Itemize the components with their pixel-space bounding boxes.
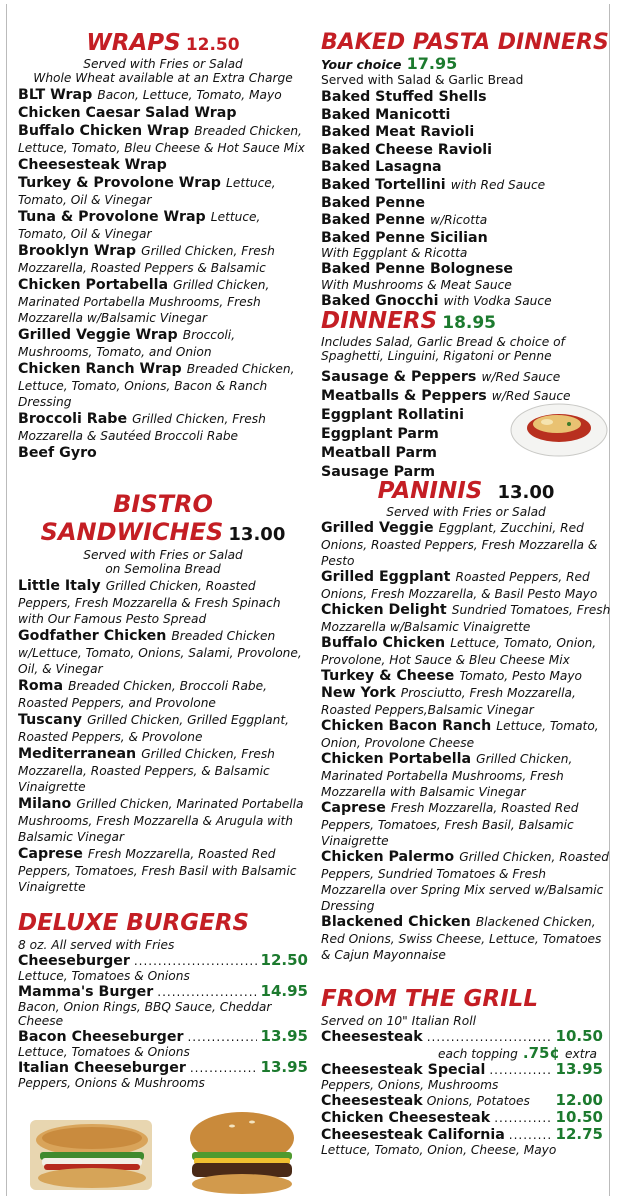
- grill-special-desc: Peppers, Onions, Mushrooms: [321, 1078, 499, 1092]
- menu-item: [321, 141, 611, 159]
- item-name: Little Italy: [18, 578, 101, 594]
- wraps-list: [18, 86, 308, 461]
- grill-special-name: Cheesesteak Special: [321, 1062, 486, 1078]
- topping-suffix: extra: [565, 1047, 597, 1061]
- burger-desc: Peppers, Onions & Mushrooms: [18, 1076, 205, 1090]
- grill-dots: [494, 1110, 551, 1126]
- item-name: Chicken Bacon Ranch: [321, 718, 492, 734]
- pasta-list: [321, 88, 611, 310]
- menu-item: [18, 104, 308, 121]
- item-name: Mediterranean: [18, 746, 137, 762]
- item-desc: Bacon, Lettuce, Tomato, Mayo: [97, 88, 282, 102]
- menu-item: [321, 123, 611, 141]
- menu-item: [321, 88, 611, 106]
- item-name: Baked Tortellini: [321, 176, 446, 193]
- menu-item: [321, 799, 611, 848]
- item-name: Tuna & Provolone Wrap: [18, 209, 206, 225]
- menu-item: [18, 122, 308, 155]
- grill-cheesesteak-name: Cheesesteak: [321, 1029, 423, 1045]
- menu-item: [18, 360, 308, 409]
- item-inline: w/Ricotta: [430, 213, 488, 228]
- item-desc: Roasted Peppers, Red Onions, Fresh Mozzarella, & Basil Pesto Mayo: [321, 570, 598, 601]
- dinners-title: DINNERS: [321, 308, 438, 334]
- bistro-list: [18, 577, 308, 894]
- item-desc: With Eggplant & Ricotta: [321, 246, 468, 261]
- item-inline: w/Red Sauce: [491, 389, 571, 403]
- menu-item: [18, 711, 308, 744]
- bistro-section: [18, 492, 308, 894]
- item-name: Buffalo Chicken: [321, 635, 446, 651]
- item-name: Chicken Ranch Wrap: [18, 361, 182, 377]
- item-name: Chicken Delight: [321, 602, 447, 618]
- burgers-section: [18, 912, 308, 1090]
- item-desc: Lettuce, Tomato, Onion, Provolone, Hot Sauce & Bleu Cheese Mix: [321, 636, 597, 667]
- item-name: New York: [321, 685, 396, 701]
- item-name: Baked Cheese Ravioli: [321, 141, 493, 158]
- menu-item: [18, 326, 308, 359]
- item-desc: Grilled Chicken, Roasted Peppers, Sundried Tomatoes & Fresh Mozzarella over Spring Mix served w/Balsamic Dressing: [321, 850, 610, 913]
- grill-chicken-name: Chicken Cheesesteak: [321, 1110, 491, 1126]
- item-desc: Lettuce, Tomato, Onion, Provolone Cheese: [321, 719, 599, 750]
- pasta-title: BAKED PASTA DINNERS: [321, 30, 609, 55]
- bistro-title2: SANDWICHES: [40, 518, 224, 546]
- grill-chicken-price: 10.50: [555, 1108, 603, 1126]
- dot-leader: [157, 984, 256, 1000]
- grill-onions-name: Cheesesteak: [321, 1093, 423, 1109]
- item-name: Grilled Veggie: [321, 520, 434, 536]
- item-inline: w/Red Sauce: [481, 370, 561, 384]
- grill-chicken: [321, 1109, 603, 1126]
- item-name: Broccoli Rabe: [18, 411, 128, 427]
- item-name: BLT Wrap: [18, 87, 93, 103]
- item-name: Turkey & Provolone Wrap: [18, 175, 221, 191]
- menu-item: [18, 86, 308, 103]
- item-name: Chicken Caesar Salad Wrap: [18, 105, 237, 121]
- burger-item: [18, 983, 308, 1000]
- grill-california-price: 12.75: [555, 1125, 603, 1143]
- menu-item: [18, 174, 308, 207]
- bistro-title1: BISTRO: [113, 490, 213, 518]
- item-desc: Sundried Tomatoes, Fresh Mozzarella w/Balsamic Vinaigrette: [321, 603, 611, 634]
- menu-item: [321, 568, 611, 601]
- item-desc: Grilled Chicken, Marinated Portabella Mushrooms, Fresh Mozzarella w/Balsamic Vinegar: [18, 278, 270, 325]
- item-desc: Breaded Chicken, Lettuce, Tomato, Bleu Cheese & Hot Sauce Mix: [18, 124, 305, 155]
- menu-item: [18, 156, 308, 173]
- item-name: Godfather Chicken: [18, 628, 167, 644]
- menu-item: [321, 601, 611, 634]
- item-desc: Tomato, Pesto Mayo: [459, 669, 582, 683]
- menu-item: [321, 194, 611, 212]
- item-desc: Lettuce, Tomato, Oil & Vinegar: [18, 176, 276, 207]
- menu-item: [321, 260, 611, 278]
- pasta-sub: Served with Salad & Garlic Bread: [321, 73, 524, 87]
- item-desc: Grilled Chicken, Marinated Portabella Mushrooms, Fresh Mozzarella & Arugula with Balsamic Vinegar: [18, 797, 304, 844]
- bistro-sub1: Served with Fries or Salad: [83, 548, 243, 562]
- item-name: Chicken Palermo: [321, 849, 455, 865]
- item-name: Baked Lasagna: [321, 159, 442, 176]
- wraps-price: 12.50: [185, 35, 240, 55]
- wraps-sub2: Whole Wheat available at an Extra Charge: [33, 71, 293, 85]
- item-name: Baked Stuffed Shells: [321, 89, 487, 105]
- burger-price: 13.95: [260, 1027, 308, 1045]
- item-name: Eggplant Rollatini: [321, 407, 464, 423]
- item-desc: Grilled Chicken, Roasted Peppers, Fresh Mozzarella & Fresh Spinach with Our Famous Pesto Spread: [18, 579, 281, 626]
- menu-item: [321, 158, 611, 176]
- item-desc: Grilled Chicken, Grilled Eggplant, Roasted Peppers, & Provolone: [18, 713, 290, 744]
- topping-label: each topping: [438, 1047, 518, 1061]
- item-name: Baked Penne: [321, 212, 426, 229]
- grill-dots: [509, 1127, 552, 1143]
- burger-item: [18, 952, 308, 969]
- menu-item: [321, 106, 611, 124]
- item-desc: With Mushrooms & Meat Sauce: [321, 277, 512, 292]
- grill-dots: [489, 1062, 551, 1078]
- item-desc: Breaded Chicken w/Lettuce, Tomato, Onions, Salami, Provolone, Oil, & Vinegar: [18, 629, 302, 676]
- grill-dots: [427, 1029, 552, 1045]
- item-desc: Prosciutto, Fresh Mozzarella, Roasted Peppers,Balsamic Vinegar: [321, 686, 576, 717]
- item-inline: with Vodka Sauce: [443, 293, 552, 308]
- menu-item: [321, 211, 611, 229]
- bistro-sub2: on Semolina Bread: [105, 562, 221, 576]
- item-name: Brooklyn Wrap: [18, 243, 137, 259]
- item-name: Tuscany: [18, 712, 82, 728]
- item-name: Grilled Veggie Wrap: [18, 327, 178, 343]
- menu-item: [18, 677, 308, 710]
- burgers-sub: 8 oz. All served with Fries: [18, 938, 175, 952]
- menu-item: [18, 627, 308, 676]
- item-desc: Eggplant, Zucchini, Red Onions, Roasted Peppers, Fresh Mozzarella & Pesto: [321, 521, 598, 568]
- item-name: Eggplant Parm: [321, 426, 439, 442]
- item-name: Roma: [18, 678, 64, 694]
- grill-california-name: Cheesesteak California: [321, 1127, 505, 1143]
- menu-item: [18, 845, 308, 894]
- grill-special: [321, 1061, 603, 1078]
- menu-item: [18, 242, 308, 275]
- menu-item: [321, 229, 611, 247]
- burger-price: 14.95: [260, 982, 308, 1000]
- item-name: Cheesesteak Wrap: [18, 157, 167, 173]
- dinner-plate-image: [509, 394, 609, 460]
- menu-item: [18, 410, 308, 443]
- paninis-title: PANINIS: [377, 478, 483, 504]
- grill-onions-inline: Onions, Potatoes: [426, 1094, 530, 1108]
- item-name: Meatball Parm: [321, 445, 437, 461]
- grill-topping: [321, 1045, 603, 1061]
- item-desc: Blackened Chicken, Red Onions, Swiss Cheese, Lettuce, Tomatoes & Cajun Mayonnaise: [321, 915, 602, 962]
- item-desc: Breaded Chicken, Broccoli Rabe, Roasted Peppers, and Provolone: [18, 679, 268, 710]
- burger-item: [18, 1059, 308, 1076]
- wraps-sub1: Served with Fries or Salad: [83, 57, 243, 71]
- menu-item: [321, 634, 611, 667]
- grill-california-desc: Lettuce, Tomato, Onion, Cheese, Mayo: [321, 1143, 557, 1157]
- menu-item: [321, 367, 611, 386]
- item-name: Turkey & Cheese: [321, 668, 455, 684]
- menu-item: [321, 717, 611, 750]
- menu-item: [321, 750, 611, 799]
- item-name: Chicken Portabella: [18, 277, 169, 293]
- menu-item: [321, 519, 611, 568]
- item-name: Grilled Eggplant: [321, 569, 451, 585]
- item-desc: Fresh Mozzarella, Roasted Red Peppers, Tomatoes, Fresh Basil with Balsamic Vinaigrette: [18, 847, 297, 894]
- grill-section: [321, 988, 603, 1157]
- wraps-title: WRAPS: [86, 30, 181, 56]
- burger-name: Bacon Cheeseburger: [18, 1029, 184, 1045]
- bistro-price: 13.00: [228, 524, 286, 545]
- item-desc: Grilled Chicken, Fresh Mozzarella, Roasted Peppers, & Balsamic Vinaigrette: [18, 747, 275, 794]
- menu-item: [321, 667, 611, 684]
- item-name: Caprese: [18, 846, 83, 862]
- menu-item: [321, 913, 611, 962]
- grill-onions-price: 12.00: [555, 1091, 603, 1109]
- item-name: Meatballs & Peppers: [321, 388, 487, 404]
- grill-sub: Served on 10" Italian Roll: [321, 1014, 476, 1028]
- item-name: Baked Manicotti: [321, 106, 451, 123]
- item-name: Baked Penne: [321, 194, 426, 211]
- item-name: Caprese: [321, 800, 386, 816]
- item-name: Milano: [18, 796, 72, 812]
- menu-item: [18, 208, 308, 241]
- item-inline: with Red Sauce: [450, 177, 546, 192]
- item-name: Beef Gyro: [18, 445, 97, 461]
- item-name: Baked Gnocchi: [321, 292, 439, 309]
- menu-item: [321, 292, 611, 310]
- item-name: Baked Penne Bolognese: [321, 261, 514, 278]
- burgers-title: DELUXE BURGERS: [18, 910, 250, 936]
- item-name: Buffalo Chicken Wrap: [18, 123, 190, 139]
- menu-item: [321, 848, 611, 913]
- sandwich-image: [28, 1116, 156, 1192]
- burger-desc: Bacon, Onion Rings, BBQ Sauce, Cheddar Cheese: [18, 1000, 272, 1028]
- grill-onions: [321, 1092, 603, 1109]
- menu-item: [321, 176, 611, 194]
- grill-special-price: 13.95: [555, 1060, 603, 1078]
- item-name: Sausage Parm: [321, 464, 435, 480]
- paninis-price: 13.00: [497, 482, 555, 503]
- item-desc: Breaded Chicken, Lettuce, Tomato, Onions, Bacon & Ranch Dressing: [18, 362, 295, 409]
- menu-item: [18, 444, 308, 461]
- burger-desc: Lettuce, Tomatoes & Onions: [18, 969, 190, 983]
- dot-leader: [190, 1060, 257, 1076]
- pasta-section: [321, 32, 611, 310]
- paninis-list: [321, 519, 611, 962]
- item-name: Chicken Portabella: [321, 751, 472, 767]
- dinners-sub: Includes Salad, Garlic Bread & choice of Spaghetti, Linguini, Rigatoni or Penne: [321, 335, 565, 363]
- menu-item: [18, 795, 308, 844]
- paninis-section: [321, 480, 611, 962]
- item-desc: Lettuce, Tomato, Oil & Vinegar: [18, 210, 261, 241]
- item-desc: Fresh Mozzarella, Roasted Red Peppers, Tomatoes, Fresh Basil, Balsamic Vinaigrette: [321, 801, 579, 848]
- burger-name: Cheeseburger: [18, 953, 130, 969]
- pasta-choice-label: Your choice: [321, 57, 402, 72]
- topping-price: .75¢: [522, 1044, 560, 1062]
- item-desc: Grilled Chicken, Fresh Mozzarella & Sautéed Broccoli Rabe: [18, 412, 266, 443]
- burger-price: 13.95: [260, 1058, 308, 1076]
- menu-item: [18, 276, 308, 325]
- paninis-sub: Served with Fries or Salad: [386, 505, 546, 519]
- menu-item: [18, 745, 308, 794]
- burger-image: [186, 1108, 298, 1196]
- item-desc: Grilled Chicken, Fresh Mozzarella, Roasted Peppers & Balsamic: [18, 244, 275, 275]
- menu-item: [321, 684, 611, 717]
- burger-item: [18, 1028, 308, 1045]
- item-name: Sausage & Peppers: [321, 369, 477, 385]
- dot-leader: [187, 1029, 256, 1045]
- wraps-section: [18, 32, 308, 461]
- dot-leader: [134, 953, 257, 969]
- item-desc: Grilled Chicken, Marinated Portabella Mushrooms, Fresh Mozzarella with Balsamic Vinegar: [321, 752, 573, 799]
- pasta-price: 17.95: [406, 54, 458, 73]
- grill-california: [321, 1126, 603, 1143]
- burger-price: 12.50: [260, 951, 308, 969]
- burger-desc: Lettuce, Tomatoes & Onions: [18, 1045, 190, 1059]
- item-name: Blackened Chicken: [321, 914, 471, 930]
- burgers-list: [18, 952, 308, 1090]
- item-name: Baked Meat Ravioli: [321, 124, 475, 141]
- dinners-price: 18.95: [442, 313, 497, 333]
- grill-cheesesteak-price: 10.50: [555, 1027, 603, 1045]
- burger-name: Mamma's Burger: [18, 984, 154, 1000]
- grill-title: FROM THE GRILL: [321, 986, 538, 1012]
- item-desc: Broccoli, Mushrooms, Tomato, and Onion: [18, 328, 236, 359]
- menu-item: [18, 577, 308, 626]
- burger-name: Italian Cheeseburger: [18, 1060, 186, 1076]
- item-name: Baked Penne Sicilian: [321, 229, 488, 246]
